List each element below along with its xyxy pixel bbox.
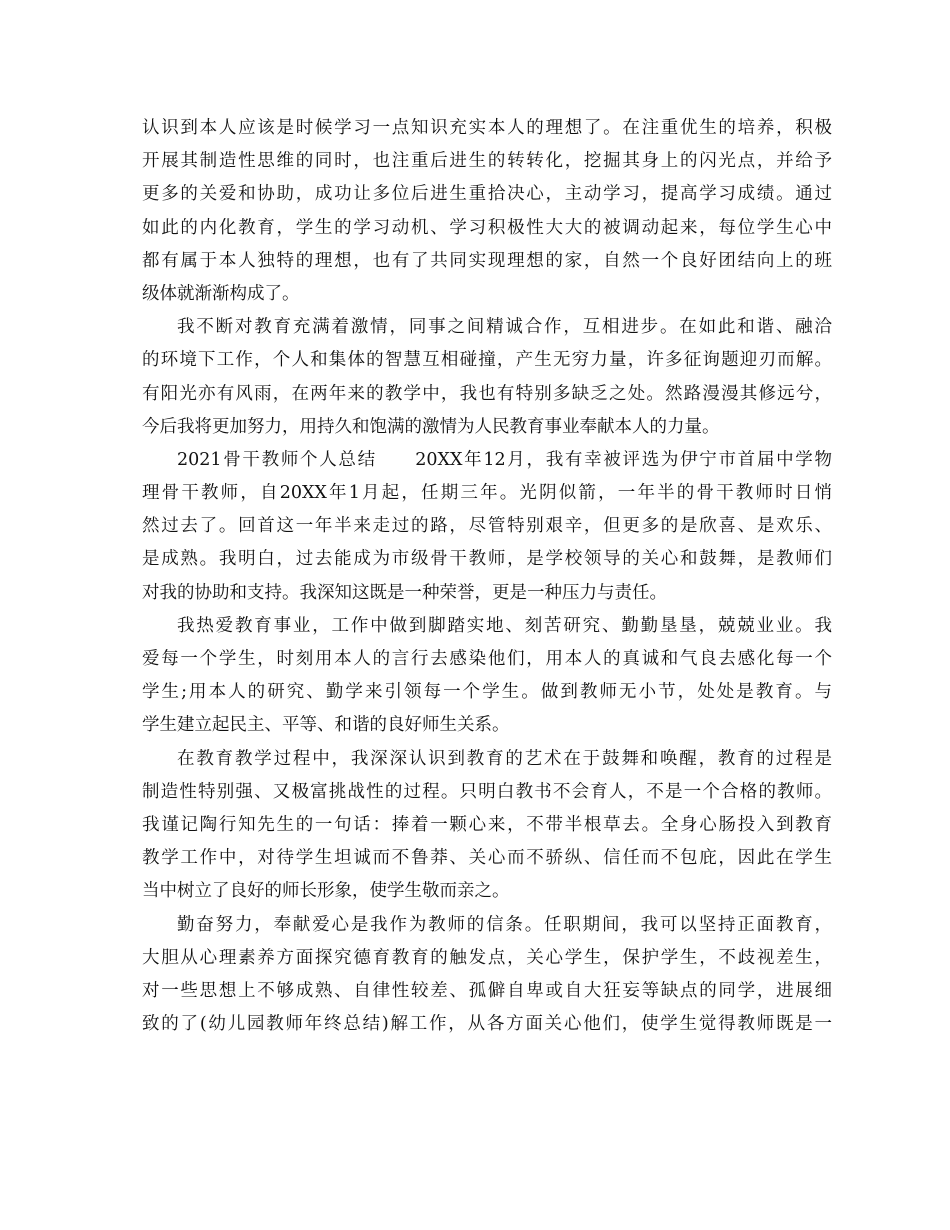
text-line: 如此的内化教育，学生的学习动机、学习积极性大大的被调动起来，每位学生心中 — [142, 217, 832, 238]
text-line: 对我的协助和支持。我深知这既是一种荣誉，更是一种压力与责任。 — [142, 582, 667, 603]
text-line: 今后我将更加努力，用持久和饱满的激情为人民教育事业奉献本人的力量。 — [142, 416, 720, 437]
text-line: 对一些思想上不够成熟、自律性较差、孤僻自卑或自大狂妄等缺点的同学，进展细 — [142, 980, 832, 1001]
text-line: 2021骨干教师个人总结 20XX年12月，我有幸被评选为伊宁市首届中学物 — [177, 449, 832, 470]
text-line: 是成熟。我明白，过去能成为市级骨干教师，是学校领导的关心和鼓舞，是教师们 — [142, 549, 832, 570]
text-line: 理骨干教师，自20XX年1月起，任期三年。光阴似箭，一年半的骨干教师时日悄 — [142, 483, 832, 504]
text-line: 制造性特别强、又极富挑战性的过程。只明白教书不会育人，不是一个合格的教师。 — [142, 781, 832, 802]
text-line: 开展其制造性思维的同时，也注重后进生的转转化，挖掘其身上的闪光点，并给予 — [142, 151, 832, 172]
text-line: 学生建立起民主、平等、和谐的良好师生关系。 — [142, 715, 510, 736]
text-line: 当中树立了良好的师长形象，使学生敬而亲之。 — [142, 881, 510, 902]
text-line: 我热爱教育事业，工作中做到脚踏实地、刻苦研究、勤勤垦垦，兢兢业业。我 — [177, 615, 832, 636]
text-line: 教学工作中，对待学生坦诚而不鲁莽、关心而不骄纵、信任而不包庇，因此在学生 — [142, 848, 832, 869]
text-line: 在教育教学过程中，我深深认识到教育的艺术在于鼓舞和唤醒，教育的过程是 — [177, 748, 832, 769]
text-line: 的环境下工作，个人和集体的智慧互相碰撞，产生无穷力量，许多征询题迎刃而解。 — [142, 350, 832, 371]
text-line: 更多的关爱和协助，成功让多位后进生重拾决心，主动学习，提高学习成绩。通过 — [142, 184, 832, 205]
text-line: 有阳光亦有风雨，在两年来的教学中，我也有特别多缺乏之处。然路漫漫其修远兮， — [142, 383, 832, 404]
text-line: 级体就渐渐构成了。 — [142, 283, 300, 304]
text-line: 我不断对教育充满着激情，同事之间精诚合作，互相进步。在如此和谐、融洽 — [177, 317, 832, 338]
document-body — [142, 112, 832, 1041]
text-line: 大胆从心理素养方面探究德育教育的触发点，关心学生，保护学生，不歧视差生， — [142, 947, 832, 968]
text-line: 都有属于本人独特的理想，也有了共同实现理想的家，自然一个良好团结向上的班 — [142, 250, 832, 271]
text-line: 勤奋努力，奉献爱心是我作为教师的信条。任职期间，我可以坚持正面教育， — [177, 914, 832, 935]
text-line: 认识到本人应该是时候学习一点知识充实本人的理想了。在注重优生的培养，积极 — [142, 118, 832, 138]
text-line: 致的了(幼儿园教师年终总结)解工作，从各方面关心他们，使学生觉得教师既是一 — [142, 1014, 832, 1035]
text-line: 我谨记陶行知先生的一句话：捧着一颗心来，不带半根草去。全身心肠投入到教育 — [142, 814, 832, 835]
text-line: 学生;用本人的研究、勤学来引领每一个学生。做到教师无小节，处处是教育。与 — [142, 682, 832, 703]
text-line: 然过去了。回首这一年半来走过的路，尽管特别艰辛，但更多的是欣喜、是欢乐、 — [142, 516, 832, 537]
text-line: 爱每一个学生，时刻用本人的言行去感染他们，用本人的真诚和气良去感化每一个 — [142, 649, 832, 669]
